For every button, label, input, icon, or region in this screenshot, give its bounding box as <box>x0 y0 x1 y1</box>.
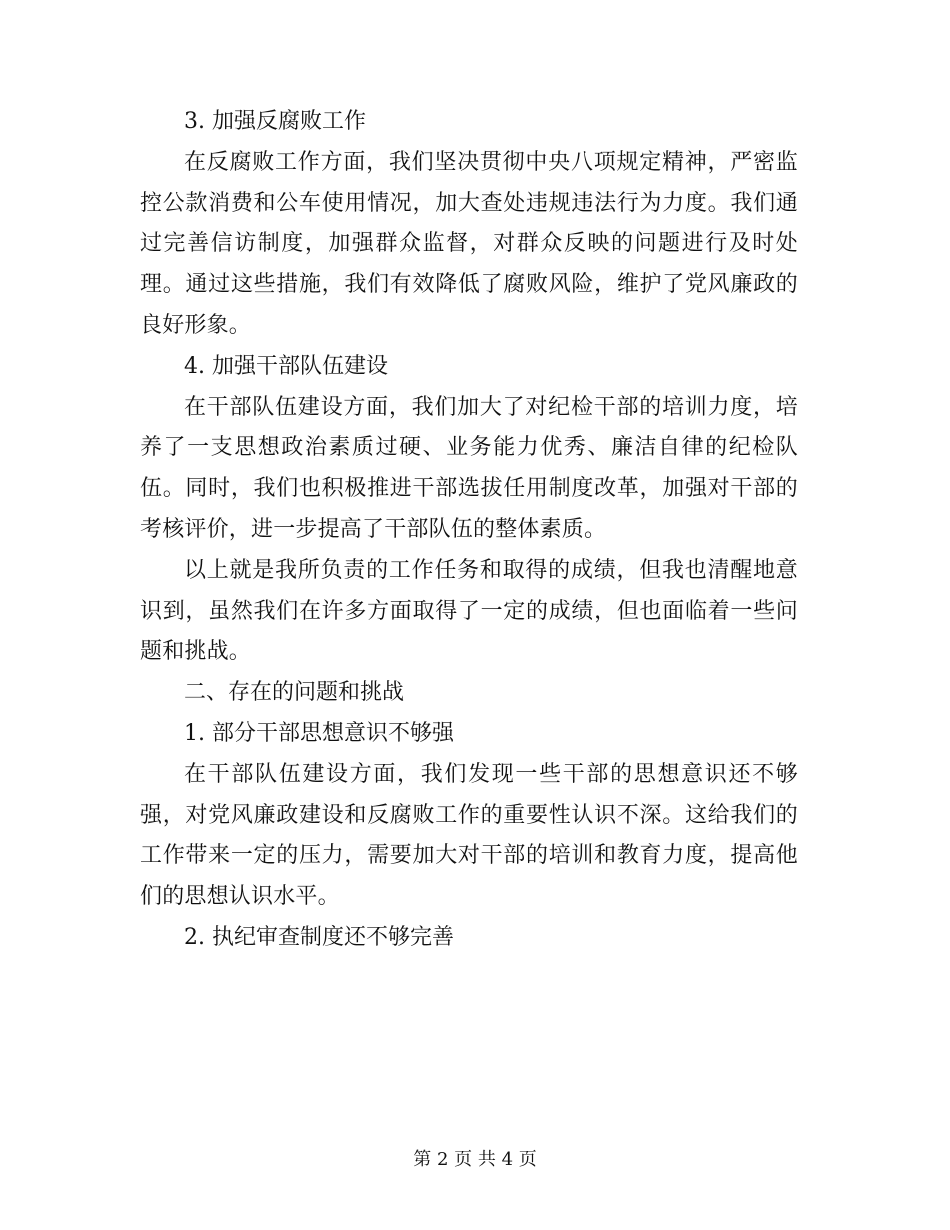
paragraph-cadre-team: 在干部队伍建设方面，我们加大了对纪检干部的培训力度，培养了一支思想政治素质过硬、业务能力优秀、廉洁自律的纪检队伍。同时，我们也积极推进干部选拔任用制度改革，加强对干部的考核评价，进一步提高了干部队伍的整体素质。 <box>140 394 798 542</box>
paragraph-summary: 以上就是我所负责的工作任务和取得的成绩，但我也清醒地意识到，虽然我们在许多方面取得了一定的成绩，但也面临着一些问题和挑战。 <box>140 557 798 665</box>
document-body <box>140 102 798 959</box>
problem-heading-2: 2. 执纪审查制度还不够完善 <box>184 924 454 950</box>
problem-heading-1: 1. 部分干部思想意识不够强 <box>184 720 454 746</box>
section-heading-4: 4. 加强干部队伍建设 <box>184 353 388 379</box>
chapter-heading-problems: 二、存在的问题和挑战 <box>184 680 405 706</box>
page-footer: 第 2 页 共 4 页 <box>413 1149 537 1170</box>
paragraph-anti-corruption: 在反腐败工作方面，我们坚决贯彻中央八项规定精神，严密监控公款消费和公车使用情况，加大查处违规违法行为力度。我们通过完善信访制度，加强群众监督，对群众反映的问题进行及时处理。通过这些措施，我们有效降低了腐败风险，维护了党风廉政的良好形象。 <box>140 149 798 338</box>
paragraph-problem-1: 在干部队伍建设方面，我们发现一些干部的思想意识还不够强，对党风廉政建设和反腐败工作的重要性认识不深。这给我们的工作带来一定的压力，需要加大对干部的培训和教育力度，提高他们的思想认识水平。 <box>140 761 798 910</box>
section-heading-3: 3. 加强反腐败工作 <box>184 109 366 134</box>
